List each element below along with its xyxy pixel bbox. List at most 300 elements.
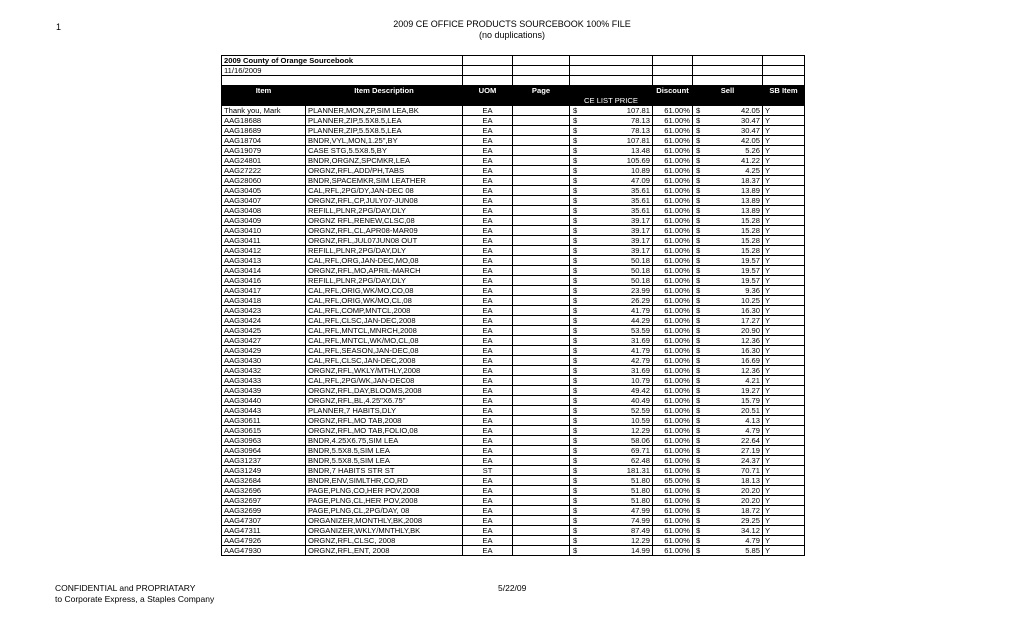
list-price-value: 181.31 <box>626 466 650 475</box>
item-description-cell: CAL,RFL,CLSC,JAN-DEC,2008 <box>306 356 463 366</box>
page-cell <box>513 506 570 516</box>
currency-symbol: $ <box>573 156 578 165</box>
sell-price-value: 16.69 <box>740 356 760 365</box>
table-row <box>222 216 805 226</box>
list-price-cell <box>570 426 653 436</box>
list-price-cell <box>570 346 653 356</box>
item-description-cell: PLANNER,MON,ZP,SIM LEA,BK <box>306 106 463 116</box>
sell-price-value: 17.27 <box>740 316 760 325</box>
list-price-cell <box>570 356 653 366</box>
sell-price-cell <box>693 356 763 366</box>
list-price-value: 52.59 <box>630 406 650 415</box>
sell-price-cell <box>693 106 763 116</box>
item-number-cell: AAG28060 <box>222 176 306 186</box>
sheet-title-row <box>222 56 805 66</box>
item-description-cell: ORGNZ,RFL,JUL07JUN08 OUT <box>306 236 463 246</box>
list-price-cell <box>570 236 653 246</box>
uom-cell: EA <box>463 126 513 136</box>
currency-symbol: $ <box>573 256 578 265</box>
discount-cell: 61.00% <box>653 306 693 316</box>
currency-symbol: $ <box>696 446 701 455</box>
page-cell <box>513 246 570 256</box>
currency-symbol: $ <box>696 236 701 245</box>
list-price-value: 35.61 <box>630 186 650 195</box>
sb-item-cell: Y <box>763 296 805 306</box>
currency-symbol: $ <box>573 276 578 285</box>
sell-price-cell <box>693 446 763 456</box>
sell-price-value: 15.28 <box>740 236 760 245</box>
table-row <box>222 386 805 396</box>
col-ce-list-price: CE LIST PRICE <box>570 96 653 106</box>
sb-item-cell: Y <box>763 146 805 156</box>
table-row <box>222 426 805 436</box>
sell-price-cell <box>693 236 763 246</box>
uom-cell: EA <box>463 476 513 486</box>
item-number-cell: AAG32697 <box>222 496 306 506</box>
page-number: 1 <box>56 22 62 32</box>
list-price-cell <box>570 376 653 386</box>
currency-symbol: $ <box>573 386 578 395</box>
list-price-value: 51.80 <box>630 486 650 495</box>
currency-symbol: $ <box>573 236 578 245</box>
currency-symbol: $ <box>696 376 701 385</box>
page-cell <box>513 236 570 246</box>
table-row <box>222 366 805 376</box>
list-price-cell <box>570 336 653 346</box>
currency-symbol: $ <box>573 296 578 305</box>
sell-price-cell <box>693 386 763 396</box>
uom-cell: EA <box>463 536 513 546</box>
list-price-value: 39.17 <box>630 226 650 235</box>
item-description-cell: PAGE,PLNG,CO,HER POV,2008 <box>306 486 463 496</box>
sell-price-value: 12.36 <box>740 366 760 375</box>
sell-price-cell <box>693 256 763 266</box>
sb-item-cell: Y <box>763 156 805 166</box>
uom-cell: EA <box>463 206 513 216</box>
uom-cell: EA <box>463 196 513 206</box>
page-cell <box>513 336 570 346</box>
item-number-cell: AAG27222 <box>222 166 306 176</box>
discount-cell: 61.00% <box>653 396 693 406</box>
page-cell <box>513 476 570 486</box>
uom-cell: EA <box>463 296 513 306</box>
discount-cell: 61.00% <box>653 466 693 476</box>
item-description-cell: CAL,RFL,COMP,MNTCL,2008 <box>306 306 463 316</box>
currency-symbol: $ <box>573 176 578 185</box>
discount-cell: 61.00% <box>653 196 693 206</box>
item-number-cell: AAG18689 <box>222 126 306 136</box>
page-cell <box>513 496 570 506</box>
sb-item-cell: Y <box>763 206 805 216</box>
table-row <box>222 196 805 206</box>
item-number-cell: AAG30964 <box>222 446 306 456</box>
item-description-cell: BNDR,SPACEMKR,SIM LEATHER <box>306 176 463 186</box>
uom-cell: EA <box>463 216 513 226</box>
confidentiality-footer <box>55 583 214 605</box>
item-number-cell: AAG47311 <box>222 526 306 536</box>
sell-price-cell <box>693 516 763 526</box>
sell-price-cell <box>693 456 763 466</box>
discount-cell: 61.00% <box>653 156 693 166</box>
discount-cell: 61.00% <box>653 266 693 276</box>
table-row <box>222 306 805 316</box>
sheet-date: 11/16/2009 <box>222 66 463 76</box>
page-cell <box>513 376 570 386</box>
list-price-value: 39.17 <box>630 216 650 225</box>
currency-symbol: $ <box>696 156 701 165</box>
sb-item-cell: Y <box>763 546 805 556</box>
list-price-value: 10.79 <box>630 376 650 385</box>
list-price-value: 50.18 <box>630 276 650 285</box>
table-row <box>222 226 805 236</box>
list-price-value: 107.81 <box>626 136 650 145</box>
item-number-cell: AAG30418 <box>222 296 306 306</box>
item-number-cell: AAG30416 <box>222 276 306 286</box>
sell-price-cell <box>693 486 763 496</box>
page-cell <box>513 396 570 406</box>
item-description-cell: BNDR,ORGNZ,SPCMKR,LEA <box>306 156 463 166</box>
item-description-cell: ORGNZ,RFL,ENT, 2008 <box>306 546 463 556</box>
list-price-value: 12.29 <box>630 536 650 545</box>
list-price-value: 23.99 <box>630 286 650 295</box>
document-title <box>0 19 1024 41</box>
discount-cell: 61.00% <box>653 536 693 546</box>
uom-cell: EA <box>463 426 513 436</box>
list-price-cell <box>570 446 653 456</box>
sell-price-value: 19.57 <box>740 266 760 275</box>
page-cell <box>513 316 570 326</box>
currency-symbol: $ <box>573 356 578 365</box>
uom-cell: ST <box>463 466 513 476</box>
sb-item-cell: Y <box>763 226 805 236</box>
list-price-cell <box>570 366 653 376</box>
currency-symbol: $ <box>573 446 578 455</box>
item-number-cell: AAG24801 <box>222 156 306 166</box>
list-price-cell <box>570 206 653 216</box>
list-price-cell <box>570 216 653 226</box>
sb-item-cell: Y <box>763 516 805 526</box>
item-number-cell: AAG47307 <box>222 516 306 526</box>
uom-cell: EA <box>463 346 513 356</box>
table-row <box>222 476 805 486</box>
sell-price-cell <box>693 136 763 146</box>
sell-price-value: 19.57 <box>740 256 760 265</box>
table-row <box>222 266 805 276</box>
discount-cell: 61.00% <box>653 166 693 176</box>
discount-cell: 61.00% <box>653 276 693 286</box>
page-cell <box>513 456 570 466</box>
discount-cell: 61.00% <box>653 406 693 416</box>
table-row <box>222 376 805 386</box>
currency-symbol: $ <box>573 546 578 555</box>
uom-cell: EA <box>463 456 513 466</box>
sell-price-cell <box>693 316 763 326</box>
col-uom: UOM <box>463 86 513 96</box>
sell-price-value: 41.22 <box>740 156 760 165</box>
list-price-cell <box>570 286 653 296</box>
sell-price-cell <box>693 326 763 336</box>
sb-item-cell: Y <box>763 256 805 266</box>
currency-symbol: $ <box>696 306 701 315</box>
sell-price-value: 4.21 <box>745 376 760 385</box>
item-number-cell: AAG47930 <box>222 546 306 556</box>
sell-price-cell <box>693 306 763 316</box>
table-row <box>222 516 805 526</box>
currency-symbol: $ <box>696 386 701 395</box>
table-row <box>222 296 805 306</box>
item-number-cell: AAG30409 <box>222 216 306 226</box>
sb-item-cell: Y <box>763 376 805 386</box>
item-description-cell: REFILL,PLNR,2PG/DAY,DLY <box>306 206 463 216</box>
table-row <box>222 146 805 156</box>
item-description-cell: CAL,RFL,SEASON,JAN-DEC,08 <box>306 346 463 356</box>
sb-item-cell: Y <box>763 426 805 436</box>
table-row <box>222 436 805 446</box>
item-description-cell: ORGANIZER,MONTHLY,BK,2008 <box>306 516 463 526</box>
uom-cell: EA <box>463 306 513 316</box>
page-cell <box>513 326 570 336</box>
discount-cell: 61.00% <box>653 316 693 326</box>
table-row <box>222 346 805 356</box>
list-price-value: 31.69 <box>630 366 650 375</box>
uom-cell: EA <box>463 516 513 526</box>
list-price-cell <box>570 526 653 536</box>
col-description: Item Description <box>306 86 463 96</box>
list-price-value: 47.99 <box>630 506 650 515</box>
sell-price-cell <box>693 296 763 306</box>
discount-cell: 61.00% <box>653 286 693 296</box>
list-price-value: 14.99 <box>630 546 650 555</box>
sell-price-value: 20.20 <box>740 486 760 495</box>
item-description-cell: REFILL,PLNR,2PG/DAY,DLY <box>306 246 463 256</box>
table-row <box>222 456 805 466</box>
discount-cell: 61.00% <box>653 106 693 116</box>
page-cell <box>513 466 570 476</box>
discount-cell: 61.00% <box>653 506 693 516</box>
currency-symbol: $ <box>573 346 578 355</box>
item-description-cell: ORGNZ,RFL,BL,4.25"X6.75" <box>306 396 463 406</box>
sb-item-cell: Y <box>763 416 805 426</box>
item-number-cell: AAG30433 <box>222 376 306 386</box>
list-price-value: 105.69 <box>626 156 650 165</box>
discount-cell: 61.00% <box>653 326 693 336</box>
currency-symbol: $ <box>696 226 701 235</box>
currency-symbol: $ <box>573 136 578 145</box>
list-price-cell <box>570 416 653 426</box>
item-number-cell: AAG30429 <box>222 346 306 356</box>
sb-item-cell: Y <box>763 276 805 286</box>
uom-cell: EA <box>463 266 513 276</box>
table-row <box>222 256 805 266</box>
uom-cell: EA <box>463 496 513 506</box>
currency-symbol: $ <box>696 546 701 555</box>
item-number-cell: AAG30407 <box>222 196 306 206</box>
table-row <box>222 536 805 546</box>
sell-price-cell <box>693 126 763 136</box>
list-price-cell <box>570 136 653 146</box>
list-price-value: 26.29 <box>630 296 650 305</box>
item-description-cell: CASE STG,5.5X8.5,BY <box>306 146 463 156</box>
list-price-value: 12.29 <box>630 426 650 435</box>
page-cell <box>513 156 570 166</box>
list-price-cell <box>570 296 653 306</box>
sell-price-value: 20.51 <box>740 406 760 415</box>
col-discount: Discount <box>653 86 693 96</box>
currency-symbol: $ <box>696 516 701 525</box>
uom-cell: EA <box>463 146 513 156</box>
currency-symbol: $ <box>696 496 701 505</box>
item-number-cell: AAG31237 <box>222 456 306 466</box>
currency-symbol: $ <box>696 486 701 495</box>
list-price-value: 39.17 <box>630 236 650 245</box>
page-cell <box>513 406 570 416</box>
sb-item-cell: Y <box>763 536 805 546</box>
currency-symbol: $ <box>573 266 578 275</box>
sb-item-cell: Y <box>763 306 805 316</box>
table-row <box>222 126 805 136</box>
uom-cell: EA <box>463 236 513 246</box>
discount-cell: 61.00% <box>653 216 693 226</box>
uom-cell: EA <box>463 316 513 326</box>
currency-symbol: $ <box>573 486 578 495</box>
footer-line-1: CONFIDENTIAL and PROPRIATARY <box>55 583 196 593</box>
sell-price-cell <box>693 286 763 296</box>
sell-price-cell <box>693 226 763 236</box>
sell-price-value: 30.47 <box>740 126 760 135</box>
sell-price-cell <box>693 436 763 446</box>
page-cell <box>513 256 570 266</box>
uom-cell: EA <box>463 526 513 536</box>
sell-price-cell <box>693 216 763 226</box>
sb-item-cell: Y <box>763 286 805 296</box>
item-description-cell: ORGNZ,RFL,CL,APR08-MAR09 <box>306 226 463 236</box>
table-row <box>222 276 805 286</box>
sb-item-cell: Y <box>763 316 805 326</box>
footer-line-2: to Corporate Express, a Staples Company <box>55 594 215 604</box>
item-description-cell: CAL,RFL,2PG/WK,JAN-DEC08 <box>306 376 463 386</box>
list-price-value: 31.69 <box>630 336 650 345</box>
sb-item-cell: Y <box>763 186 805 196</box>
discount-cell: 61.00% <box>653 436 693 446</box>
list-price-value: 87.49 <box>630 526 650 535</box>
list-price-cell <box>570 186 653 196</box>
uom-cell: EA <box>463 166 513 176</box>
item-description-cell: ORGNZ RFL,RENEW,CLSC,08 <box>306 216 463 226</box>
uom-cell: EA <box>463 366 513 376</box>
currency-symbol: $ <box>573 436 578 445</box>
sell-price-value: 19.27 <box>740 386 760 395</box>
currency-symbol: $ <box>573 376 578 385</box>
list-price-cell <box>570 246 653 256</box>
discount-cell: 61.00% <box>653 356 693 366</box>
list-price-cell <box>570 176 653 186</box>
discount-cell: 61.00% <box>653 296 693 306</box>
sell-price-cell <box>693 366 763 376</box>
sell-price-value: 4.79 <box>745 536 760 545</box>
table-row <box>222 206 805 216</box>
list-price-value: 51.80 <box>630 476 650 485</box>
currency-symbol: $ <box>696 356 701 365</box>
discount-cell: 61.00% <box>653 176 693 186</box>
sb-item-cell: Y <box>763 386 805 396</box>
item-number-cell: AAG30405 <box>222 186 306 196</box>
item-description-cell: ORGNZ,RFL,CP,JULY07-JUN08 <box>306 196 463 206</box>
list-price-value: 51.80 <box>630 496 650 505</box>
currency-symbol: $ <box>696 116 701 125</box>
uom-cell: EA <box>463 286 513 296</box>
item-description-cell: CAL,RFL,CLSC,JAN-DEC,2008 <box>306 316 463 326</box>
item-description-cell: ORGNZ,RFL,MO TAB,2008 <box>306 416 463 426</box>
currency-symbol: $ <box>573 206 578 215</box>
page-cell <box>513 516 570 526</box>
sb-item-cell: Y <box>763 326 805 336</box>
page-cell <box>513 106 570 116</box>
currency-symbol: $ <box>696 176 701 185</box>
title-line-2: (no duplications) <box>478 30 546 40</box>
item-number-cell: AAG30427 <box>222 336 306 346</box>
page-cell <box>513 186 570 196</box>
currency-symbol: $ <box>573 476 578 485</box>
sell-price-cell <box>693 176 763 186</box>
uom-cell: EA <box>463 326 513 336</box>
item-number-cell: AAG30439 <box>222 386 306 396</box>
page-cell <box>513 216 570 226</box>
sell-price-value: 15.79 <box>740 396 760 405</box>
uom-cell: EA <box>463 136 513 146</box>
currency-symbol: $ <box>696 296 701 305</box>
list-price-cell <box>570 486 653 496</box>
sb-item-cell: Y <box>763 526 805 536</box>
table-row <box>222 316 805 326</box>
uom-cell: EA <box>463 226 513 236</box>
sell-price-cell <box>693 166 763 176</box>
page-cell <box>513 436 570 446</box>
currency-symbol: $ <box>573 366 578 375</box>
list-price-value: 44.29 <box>630 316 650 325</box>
item-description-cell: PAGE,PLNG,CL,HER POV,2008 <box>306 496 463 506</box>
currency-symbol: $ <box>573 426 578 435</box>
item-description-cell: ORGNZ,RFL,ADD/PH,TABS <box>306 166 463 176</box>
sb-item-cell: Y <box>763 176 805 186</box>
currency-symbol: $ <box>696 126 701 135</box>
discount-cell: 61.00% <box>653 486 693 496</box>
sb-item-cell: Y <box>763 236 805 246</box>
list-price-value: 69.71 <box>630 446 650 455</box>
sb-item-cell: Y <box>763 496 805 506</box>
item-description-cell: PLANNER,ZIP,5.5X8.5,LEA <box>306 116 463 126</box>
list-price-cell <box>570 546 653 556</box>
currency-symbol: $ <box>573 286 578 295</box>
page-cell <box>513 176 570 186</box>
list-price-cell <box>570 436 653 446</box>
list-price-value: 10.59 <box>630 416 650 425</box>
table-row <box>222 546 805 556</box>
item-number-cell: AAG30417 <box>222 286 306 296</box>
currency-symbol: $ <box>573 216 578 225</box>
sourcebook-table <box>221 55 805 556</box>
page-cell <box>513 306 570 316</box>
sb-item-cell: Y <box>763 166 805 176</box>
uom-cell: EA <box>463 416 513 426</box>
sell-price-value: 42.05 <box>740 136 760 145</box>
sell-price-value: 30.47 <box>740 116 760 125</box>
uom-cell: EA <box>463 106 513 116</box>
uom-cell: EA <box>463 546 513 556</box>
item-number-cell: AAG30443 <box>222 406 306 416</box>
item-number-cell: AAG32684 <box>222 476 306 486</box>
currency-symbol: $ <box>696 536 701 545</box>
item-description-cell: REFILL,PLNR,2PG/DAY,DLY <box>306 276 463 286</box>
